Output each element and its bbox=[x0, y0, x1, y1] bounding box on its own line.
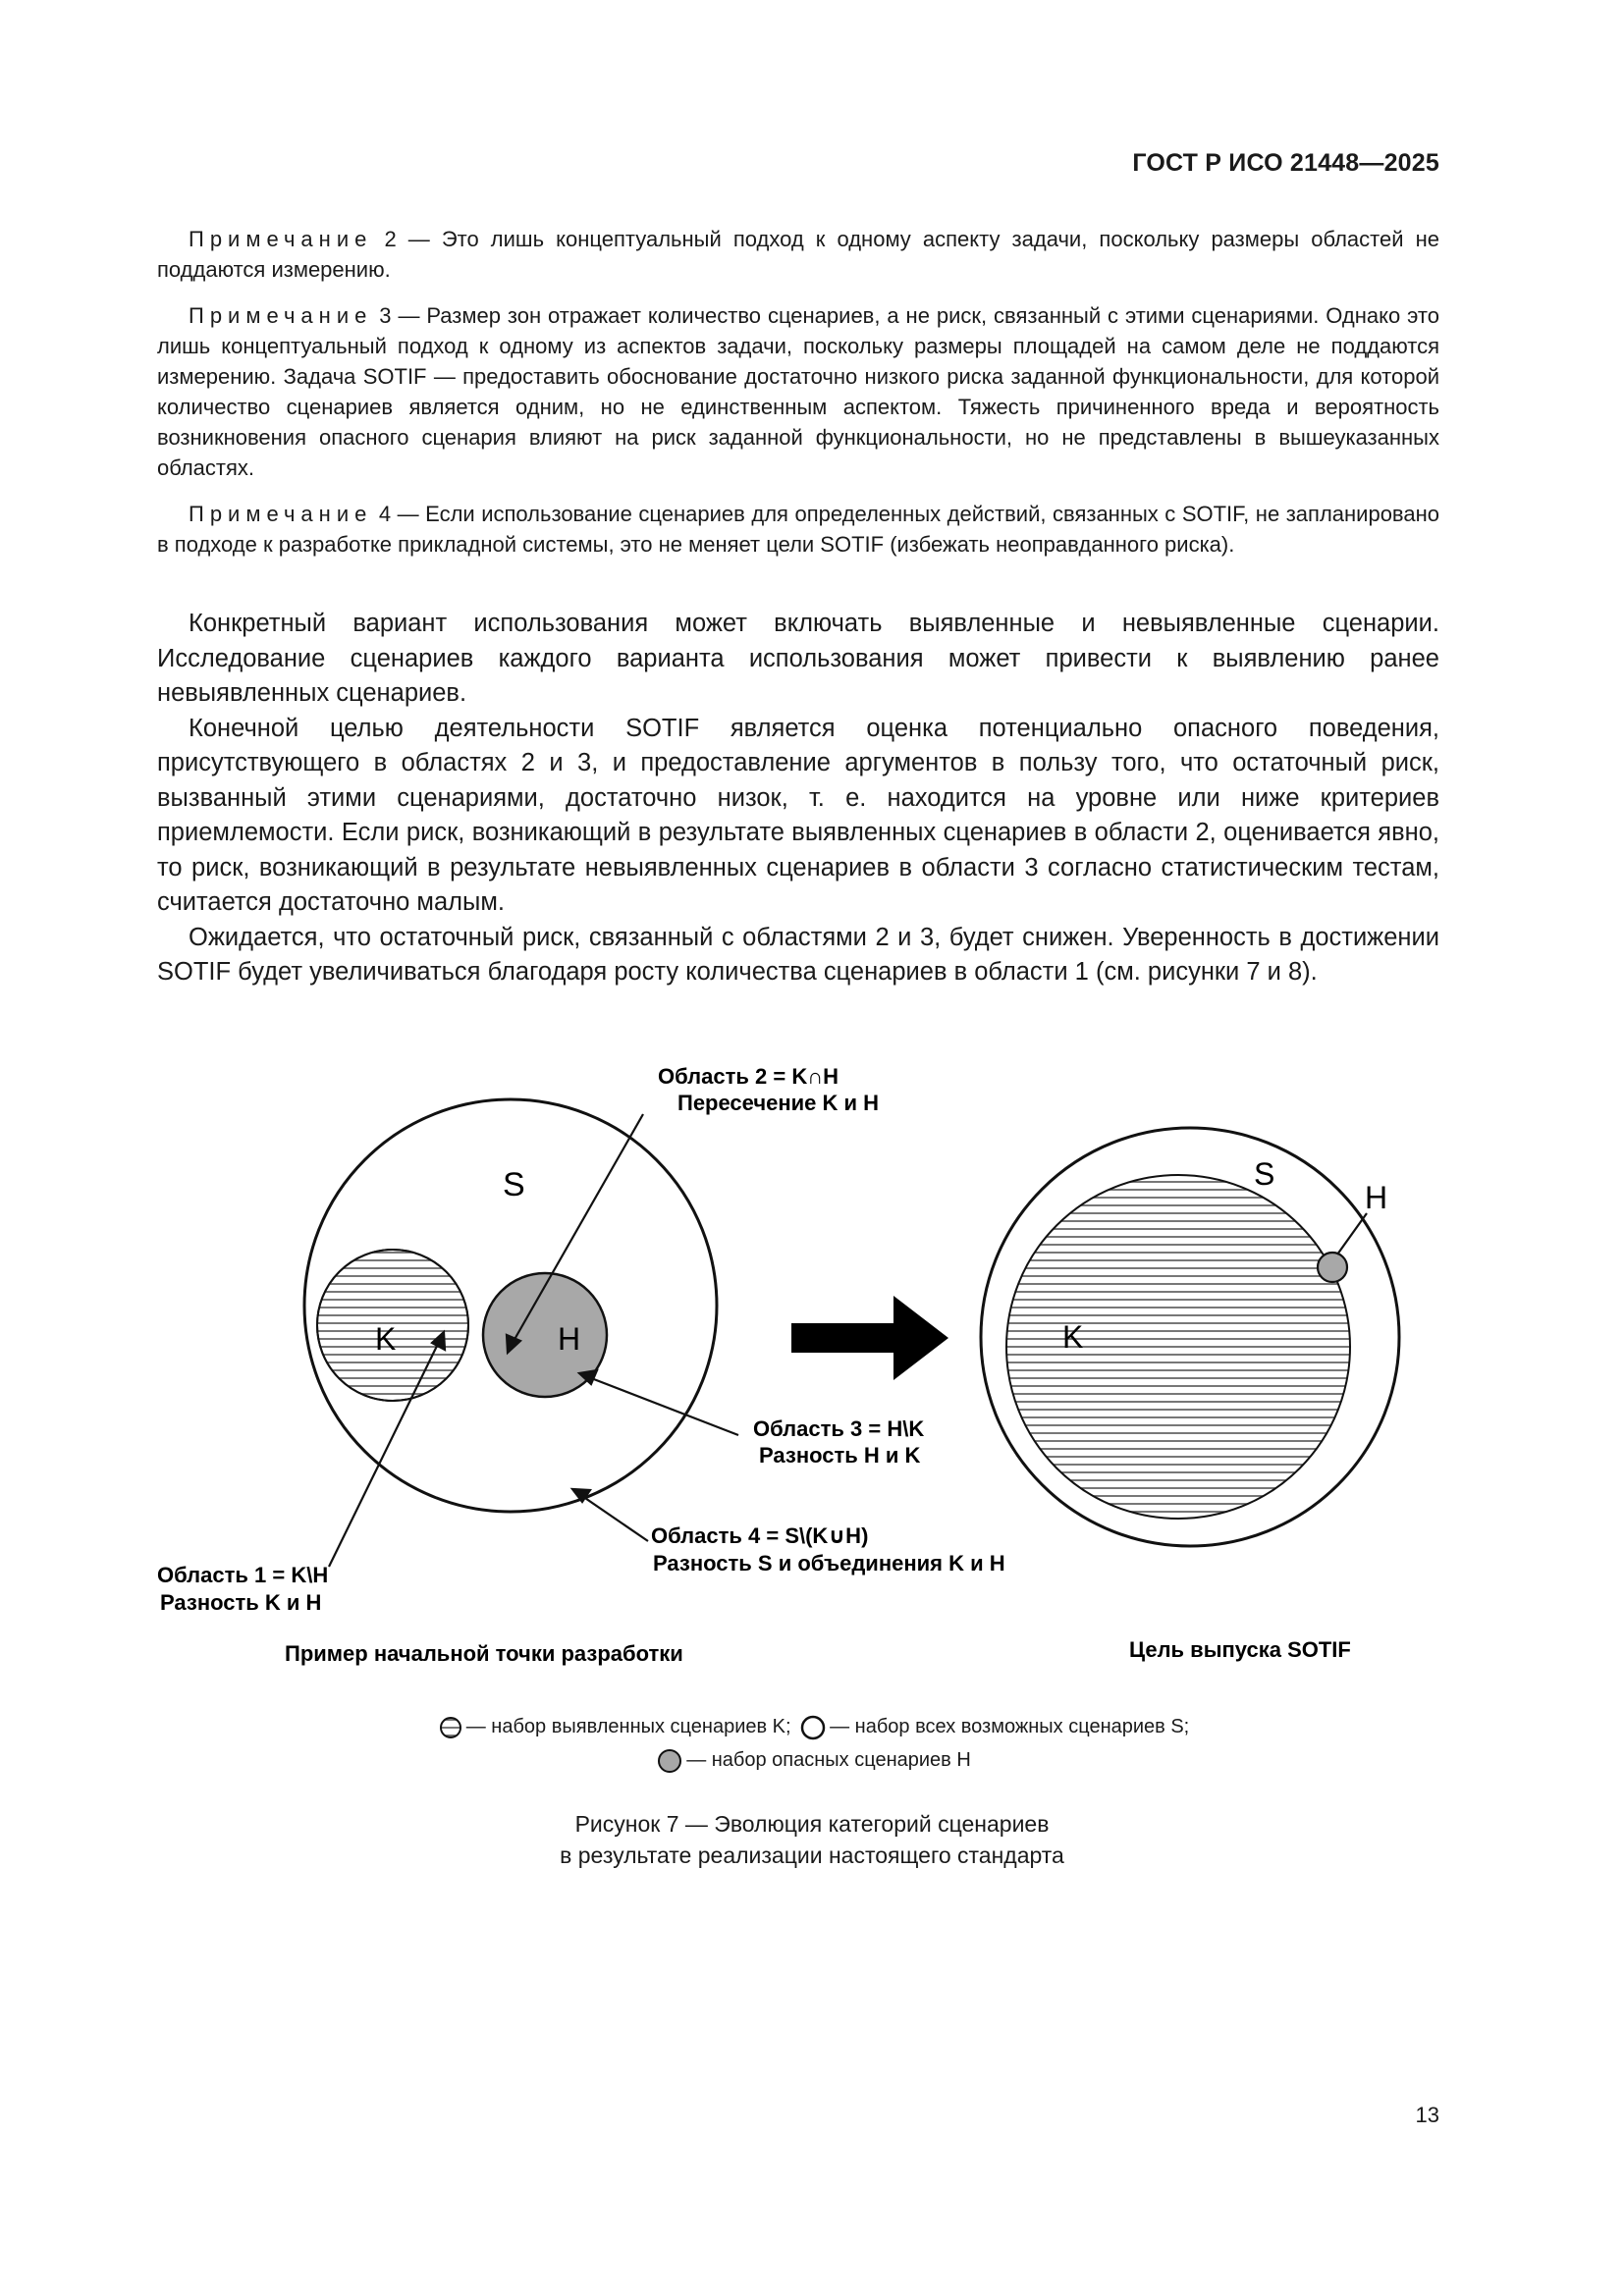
note-2 bbox=[157, 224, 1439, 285]
note-label: Примечание bbox=[189, 303, 373, 328]
empty-circle-icon bbox=[800, 1715, 826, 1740]
body-paragraph: Конкретный вариант использования может включать выявленные и невыявленные сценарии. Исследование сценариев каждого варианта использования может привести к выявлению ранее невыявленных сценариев. bbox=[157, 610, 1439, 707]
caption-line-2: в результате реализации настоящего стандарта bbox=[560, 1842, 1064, 1868]
note-text: 3 — Размер зон отражает количество сценариев, а не риск, связанный с этими сценариями. Однако это лишь концептуальный подход к одному из аспектов задачи, поскольку размеры площадей на самом деле не поддаются измерению. Задача SOTIF — предоставить обоснование достаточно низкого риска заданной функциональности, для которой количество сценариев является одним, но не единственным аспектом. Тяжесть причиненного вреда и вероятность возникновения опасного сценария влияют на риск заданной функциональности, но не представлены в вышеуказанных областях. bbox=[157, 303, 1439, 480]
gray-circle-icon bbox=[657, 1748, 682, 1774]
area4-description: Разность S и объединения K и H bbox=[653, 1551, 1005, 1575]
transition-arrow bbox=[791, 1296, 948, 1380]
note-label: Примечание bbox=[189, 502, 373, 526]
left-label-k: K bbox=[375, 1321, 397, 1357]
body-paragraph: Ожидается, что остаточный риск, связанный с областями 2 и 3, будет снижен. Уверенность в достижении SOTIF будет увеличиваться благодаря росту количества сценариев в области 1 (см. рисунки 7 и 8). bbox=[157, 923, 1439, 986]
note-label: Примечание bbox=[189, 227, 373, 251]
left-label-s: S bbox=[503, 1166, 525, 1203]
right-label-s: S bbox=[1254, 1156, 1275, 1192]
legend-hazard: — набор опасных сценариев H bbox=[686, 1749, 971, 1771]
note-4 bbox=[157, 499, 1439, 560]
body-paragraph: Конечной целью деятельности SOTIF является оценка потенциально опасного поведения, присутствующего в областях 2 и 3, и предоставление аргументов в пользу того, что остаточный риск, вызванный этими сценариями, достаточно низок, т. е. находится на уровне или ниже критериев приемлемости. Если риск, возникающий в результате выявленных сценариев в области 2, оценивается явно, то риск, возникающий в результате невыявленных сценариев в области 3 согласно статистическим тестам, считается достаточно малым. bbox=[157, 714, 1439, 916]
area1-formula: Область 1 = K\H bbox=[157, 1563, 329, 1587]
figure-caption bbox=[0, 1808, 1624, 1871]
left-label-h: H bbox=[558, 1321, 581, 1357]
right-label-k: K bbox=[1062, 1319, 1084, 1355]
area3-formula: Область 3 = H\K bbox=[753, 1416, 925, 1441]
set-h-circle bbox=[1318, 1253, 1347, 1282]
area2-description: Пересечение K и H bbox=[677, 1091, 880, 1115]
legend-known: — набор выявленных сценариев K; bbox=[465, 1716, 791, 1737]
area1-description: Разность K и H bbox=[160, 1590, 322, 1615]
h-leader-line bbox=[1337, 1213, 1367, 1255]
set-k-circle bbox=[1006, 1175, 1350, 1519]
area3-description: Разность H и K bbox=[759, 1443, 921, 1468]
area2-formula: Область 2 = K∩H bbox=[658, 1064, 839, 1089]
legend-row-1 bbox=[0, 1710, 1624, 1743]
area4-formula: Область 4 = S\(K∪H) bbox=[651, 1523, 869, 1548]
notes-block bbox=[157, 224, 1439, 575]
page-number: 13 bbox=[1415, 2103, 1439, 2127]
note-text: 4 — Если использование сценариев для определенных действий, связанных с SOTIF, не запланировано в подходе к разработке прикладной системы, это не меняет цели SOTIF (избежать неоправданного риска). bbox=[157, 502, 1439, 557]
note-text: 2 — Это лишь концептуальный подход к одному аспекту задачи, поскольку размеры областей не поддаются измерению. bbox=[157, 227, 1439, 282]
left-diagram-caption: Пример начальной точки разработки bbox=[285, 1641, 683, 1666]
figure-legend bbox=[0, 1710, 1624, 1777]
legend-row-2 bbox=[0, 1743, 1624, 1777]
body-text bbox=[157, 607, 1439, 990]
right-diagram-caption: Цель выпуска SOTIF bbox=[1129, 1637, 1351, 1662]
scenario-venn-figure bbox=[0, 1021, 1624, 1669]
hatched-circle-icon bbox=[439, 1716, 462, 1739]
right-label-h: H bbox=[1365, 1180, 1388, 1215]
document-code-header: ГОСТ Р ИСО 21448—2025 bbox=[1132, 149, 1439, 177]
note-3 bbox=[157, 300, 1439, 483]
legend-all: — набор всех возможных сценариев S; bbox=[830, 1716, 1190, 1737]
caption-line-1: Рисунок 7 — Эволюция категорий сценариев bbox=[574, 1811, 1050, 1837]
